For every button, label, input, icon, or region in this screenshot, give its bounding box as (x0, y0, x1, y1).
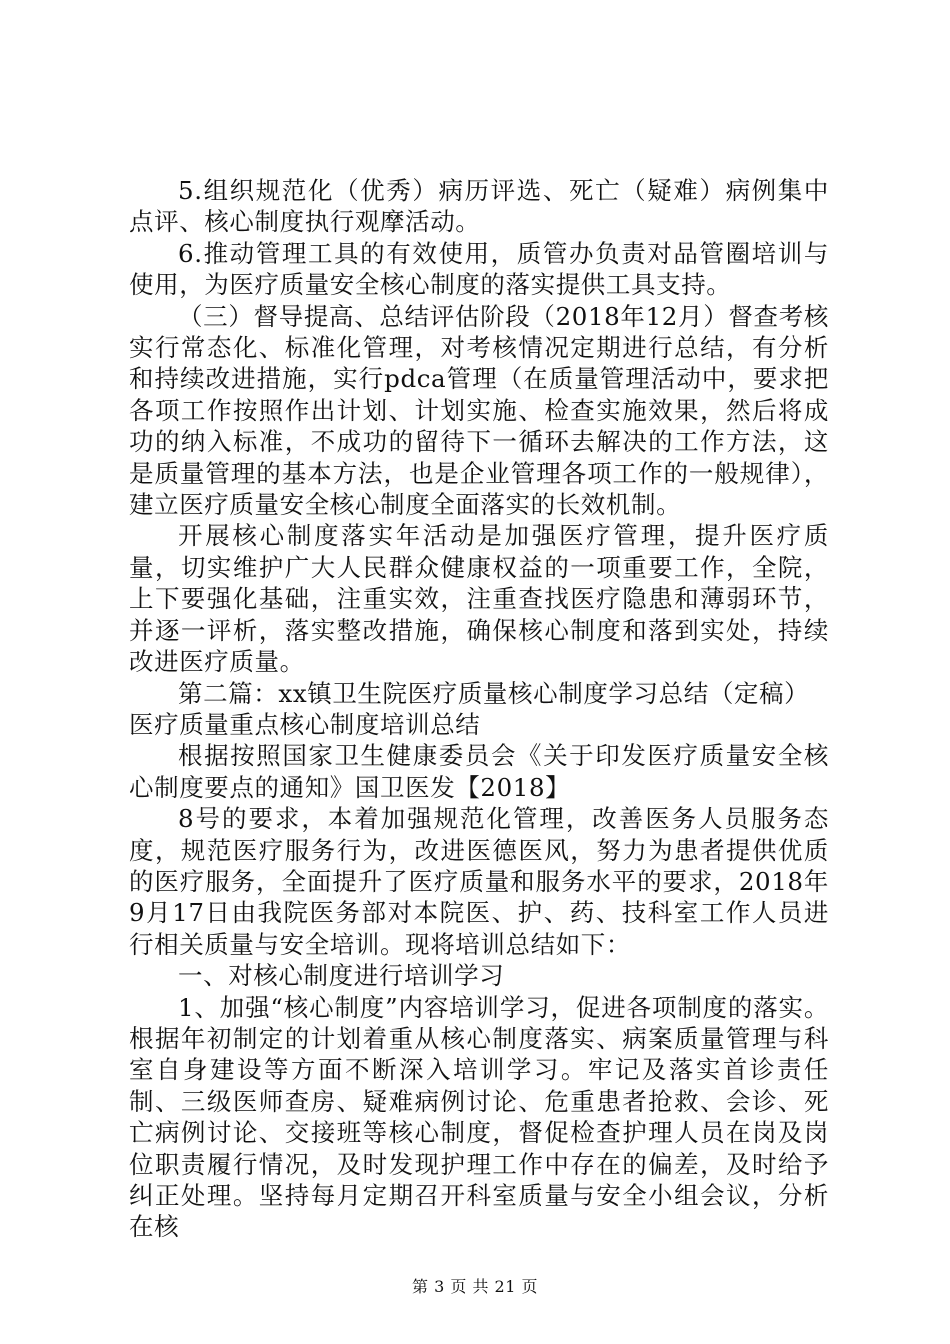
document-body (129, 175, 829, 1243)
paragraph-item-5: 5.组织规范化（优秀）病历评选、死亡（疑难）病例集中点评、核心制度执行观摩活动。 (129, 176, 829, 237)
document-subtitle: 医疗质量重点核心制度培训总结 (129, 709, 481, 739)
paragraph-requirements: 8号的要求，本着加强规范化管理，改善医务人员服务态度，规范医疗服务行为，改进医德医风，努力为患者提供优质的医疗服务，全面提升了医疗质量和服务水平的要求，2018年9月17日由我院医务部对本院医、护、药、技科室工作人员进行相关质量与安全培训。现将培训总结如下： (129, 804, 829, 959)
paragraph-conclusion: 开展核心制度落实年活动是加强医疗管理，提升医疗质量，切实维护广大人民群众健康权益的一项重要工作，全院，上下要强化基础，注重实效，注重查找医疗隐患和薄弱环节，并逐一评析，落实整改措施，确保核心制度和落到实处，持续改进医疗质量。 (129, 521, 829, 677)
paragraph-basis: 根据按照国家卫生健康委员会《关于印发医疗质量安全核心制度要点的通知》国卫医发【2018】 (129, 741, 829, 802)
section-heading-training: 一、对核心制度进行培训学习 (178, 961, 505, 991)
paragraph-item-6: 6.推动管理工具的有效使用，质管办负责对品管圈培训与使用，为医疗质量安全核心制度的落实提供工具支持。 (129, 238, 829, 300)
paragraph-stage-three: （三）督导提高、总结评估阶段（2018年12月）督查考核实行常态化、标准化管理，对考核情况定期进行总结，有分析和持续改进措施，实行pdca管理（在质量管理活动中，要求把各项工作按照作出计划、计划实施、检查实施效果，然后将成功的纳入标准，不成功的留待下一循环去解决的工作方法，这是质量管理的基本方法，也是企业管理各项工作的一般规律），建立医疗质量安全核心制度全面落实的长效机制。 (129, 301, 829, 520)
page-number-footer: 第 3 页 共 21 页 (412, 1277, 538, 1296)
section-heading-part-two: 第二篇：xx镇卫生院医疗质量核心制度学习总结（定稿） (178, 678, 810, 708)
paragraph-training-item-1: 1、加强“核心制度”内容培训学习，促进各项制度的落实。根据年初制定的计划着重从核心制度落实、病案质量管理与科室自身建设等方面不断深入培训学习。牢记及落实首诊责任制、三级医师查房、疑难病例讨论、危重患者抢救、会诊、死亡病例讨论、交接班等核心制度，督促检查护理人员在岗及岗位职责履行情况，及时发现护理工作中存在的偏差，及时给予纠正处理。坚持每月定期召开科室质量与安全小组会议，分析在核 (129, 992, 829, 1242)
